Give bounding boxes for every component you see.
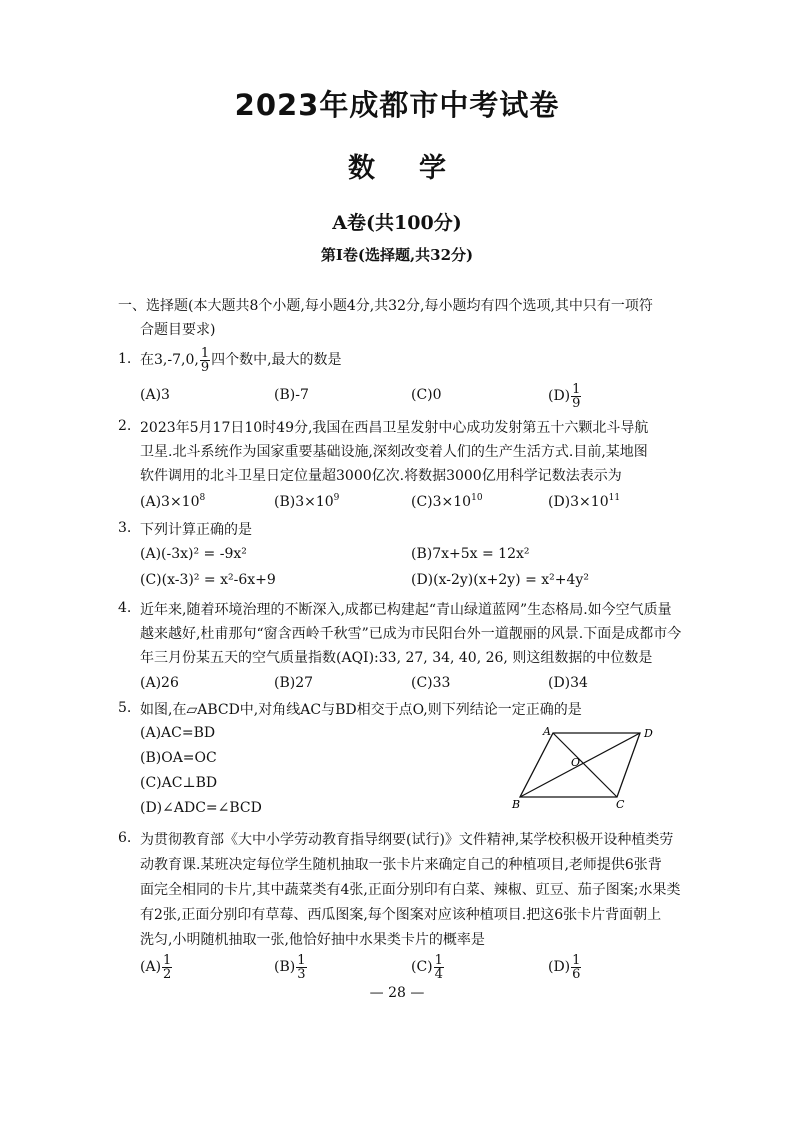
option-label: (C)	[411, 959, 433, 975]
fraction	[162, 954, 172, 981]
page-number: — 28 —	[369, 985, 425, 1001]
option-d	[548, 950, 582, 984]
question-number: 2.	[118, 418, 132, 434]
volume-heading: A卷(共100分)	[332, 212, 462, 234]
fraction	[200, 347, 210, 374]
fraction-numerator: 1	[572, 952, 581, 968]
parallelogram-figure	[505, 722, 675, 812]
option-b	[274, 950, 308, 984]
option-d: (D)(x-2y)(x+2y) = x²+4y²	[411, 572, 589, 588]
fraction-denominator: 6	[572, 966, 581, 982]
option-a: (A)26	[140, 675, 179, 691]
question-2-line-3: 软件调用的北斗卫星日定位量超3000亿次.将数据3000亿用科学记数法表示为	[140, 468, 622, 484]
fraction-numerator: 1	[434, 952, 443, 968]
option-text: (B)3×10	[274, 494, 334, 510]
option-c	[411, 950, 445, 984]
exam-title: 2023年成都市中考试卷	[234, 88, 560, 122]
question-4-line-1: 近年来,随着环境治理的不断深入,成都已构建起“青山绿道蓝网”生态格局.如今空气质量	[140, 602, 672, 618]
exponent: 10	[471, 493, 483, 503]
option-c: (C)33	[411, 675, 451, 691]
fraction-numerator: 1	[572, 381, 581, 397]
option-b: (B)-7	[274, 387, 309, 403]
question-5-stem: 如图,在▱ABCD中,对角线AC与BD相交于点O,则下列结论一定正确的是	[140, 702, 582, 718]
option-a	[140, 494, 205, 510]
fraction-denominator: 9	[200, 359, 210, 375]
option-label: (D)	[548, 959, 571, 975]
question-number: 5.	[118, 700, 132, 716]
option-text: (A)3×10	[140, 494, 200, 510]
question-6-line-1: 为贯彻教育部《大中小学劳动教育指导纲要(试行)》文件精神,某学校积极开设种植类劳	[140, 832, 674, 848]
question-6-line-4: 有2张,正面分别印有草莓、西瓜图案,每个图案对应该种植项目.把这6张卡片背面朝上	[140, 907, 662, 923]
part-heading: 第Ⅰ卷(选择题,共32分)	[320, 246, 474, 264]
option-c: (C)AC⊥BD	[140, 775, 218, 791]
option-c	[411, 494, 483, 510]
exponent: 9	[333, 493, 340, 503]
option-d	[548, 379, 582, 413]
question-3-stem: 下列计算正确的是	[140, 522, 252, 538]
option-d	[548, 494, 620, 510]
vertex-label-b: B	[512, 798, 521, 811]
question-number: 4.	[118, 600, 132, 616]
option-a: (A)(-3x)² = -9x²	[140, 546, 247, 562]
question-number: 1.	[118, 351, 132, 367]
option-text: (C)3×10	[411, 494, 472, 510]
question-4-line-2: 越来越好,杜甫那句“窗含西岭千秋雪”已成为市民阳台外一道靓丽的风景.下面是成都市今	[140, 626, 682, 642]
exponent: 8	[199, 493, 206, 503]
q1-stem-pre: 在3,-7,0,	[140, 352, 199, 368]
option-b: (B)27	[274, 675, 314, 691]
question-2-line-2: 卫星.北斗系统作为国家重要基础设施,深刻改变着人们的生产生活方式.目前,某地图	[140, 444, 648, 460]
option-a: (A)3	[140, 387, 170, 403]
question-number: 6.	[118, 830, 132, 846]
fraction-denominator: 9	[572, 395, 581, 411]
option-a	[140, 950, 173, 984]
subject-title: 数学	[348, 153, 490, 184]
fraction-denominator: 4	[434, 966, 443, 982]
fraction	[434, 954, 444, 981]
option-c: (C)(x-3)² = x²-6x+9	[140, 572, 276, 588]
fraction	[571, 954, 581, 981]
vertex-label-d: D	[644, 727, 653, 740]
option-b: (B)OA=OC	[140, 750, 217, 766]
option-d: (D)∠ADC=∠BCD	[140, 800, 262, 816]
question-4-line-3: 年三月份某五天的空气质量指数(AQI):33, 27, 34, 40, 26, 则这组数据的中位数是	[140, 650, 653, 666]
option-d: (D)34	[548, 675, 588, 691]
question-6-line-2: 动教育课.某班决定每位学生随机抽取一张卡片来确定自己的种植项目,老师提供6张背	[140, 857, 662, 873]
fraction-numerator: 1	[297, 952, 306, 968]
q1-stem-post: 四个数中,最大的数是	[211, 352, 342, 368]
option-label: (A)	[140, 959, 162, 975]
fraction-numerator: 1	[163, 952, 172, 968]
exponent: 11	[608, 493, 621, 503]
option-label: (B)	[274, 959, 296, 975]
fraction	[296, 954, 306, 981]
diagonal-ac	[553, 733, 617, 797]
vertex-label-c: C	[616, 798, 625, 811]
center-label-o: O	[571, 756, 581, 769]
fraction-denominator: 2	[163, 966, 172, 982]
question-number: 3.	[118, 520, 132, 536]
fraction	[571, 383, 581, 410]
option-b: (B)7x+5x = 12x²	[411, 546, 530, 562]
question-6-line-5: 洗匀,小明随机抽取一张,他恰好抽中水果类卡片的概率是	[140, 932, 485, 948]
question-2-line-1: 2023年5月17日10时49分,我国在西昌卫星发射中心成功发射第五十六颗北斗导航	[140, 420, 649, 436]
question-6-line-3: 面完全相同的卡片,其中蔬菜类有4张,正面分别印有白菜、辣椒、豇豆、茄子图案;水果类	[140, 882, 681, 898]
fraction-denominator: 3	[297, 966, 306, 982]
vertex-label-a: A	[543, 725, 551, 738]
section-instruction-line-2: 合题目要求)	[140, 322, 216, 338]
option-a: (A)AC=BD	[140, 725, 216, 741]
option-c: (C)0	[411, 387, 442, 403]
option-label: (D)	[548, 388, 571, 404]
option-b	[274, 494, 339, 510]
question-1-stem	[140, 343, 342, 377]
fraction-numerator: 1	[200, 345, 210, 361]
option-text: (D)3×10	[548, 494, 609, 510]
section-instruction-line-1: 一、选择题(本大题共8个小题,每小题4分,共32分,每小题均有四个选项,其中只有一项符	[118, 298, 653, 314]
